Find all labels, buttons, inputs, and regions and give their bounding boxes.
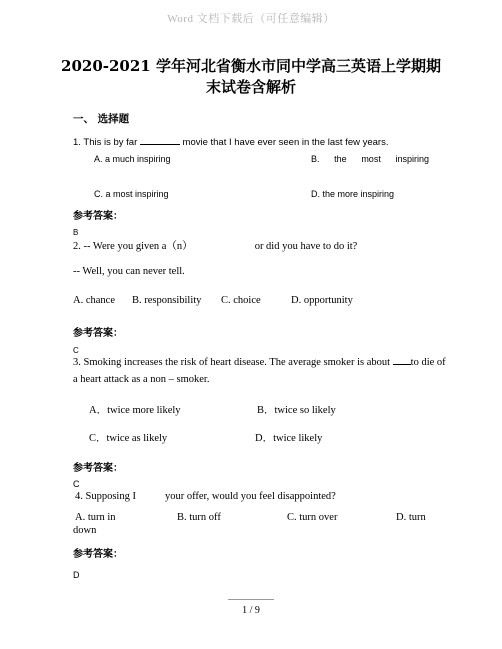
q3-option-b: B．twice so likely: [257, 405, 336, 416]
q2-answer: C: [73, 346, 79, 355]
document-title-line1: 2020-2021 学年河北省衡水市同中学高三英语上学期期: [61, 57, 441, 75]
q4-answer-label: 参考答案：: [73, 549, 123, 560]
question-3-line2: a heart attack as a non – smoker.: [73, 374, 210, 385]
document-title-line2: 末试卷含解析: [205, 78, 296, 96]
question-4-suffix: your offer, would you feel disappointed?: [164, 491, 336, 502]
question-1-prefix: 1. This is by far: [73, 137, 140, 148]
question-3-text: [73, 355, 446, 368]
q1-option-d: D. the more inspiring: [311, 189, 395, 199]
q1-option-b-word3: most: [361, 154, 381, 164]
header-watermark: Word 文档下载后（可任意编辑）: [167, 13, 335, 25]
q1-option-b-word4: inspiring: [395, 154, 429, 164]
q2-option-b: B. responsibility: [132, 295, 202, 306]
page-number: 1 / 9: [242, 605, 260, 616]
question-1-suffix: movie that I have ever seen in the last few years.: [179, 137, 389, 148]
q2-answer-label: 参考答案：: [73, 328, 123, 339]
q4-answer: D: [73, 570, 80, 580]
q3-answer-label: 参考答案：: [73, 463, 123, 474]
q3-option-d: D．twice likely: [255, 433, 323, 444]
q4-option-d-continued: down: [73, 525, 97, 536]
question-3-suffix: to die of: [410, 357, 446, 368]
section-heading: 一、 选择题: [73, 113, 130, 125]
question-1-text: [73, 135, 388, 148]
q2-option-a: A. chance: [73, 295, 115, 306]
q2-option-c: C. choice: [221, 295, 261, 306]
q1-option-c: C. a most inspiring: [94, 189, 169, 199]
q2-option-d: D. opportunity: [291, 295, 353, 306]
q4-option-b: B. turn off: [177, 512, 221, 523]
q4-option-a: A. turn in: [75, 512, 116, 523]
q1-answer-label: 参考答案：: [73, 211, 123, 222]
q1-option-b: [311, 154, 429, 164]
question-3-prefix: 3. Smoking increases the risk of heart disease. The average smoker is about: [73, 357, 393, 368]
question-1-blank: [140, 135, 180, 145]
q3-option-c: C．twice as likely: [89, 433, 168, 444]
q1-answer: B: [73, 228, 79, 237]
q1-option-a: A. a much inspiring: [94, 154, 171, 164]
question-3-blank: [393, 355, 411, 365]
question-4-text: [75, 491, 336, 502]
q3-answer: C: [73, 479, 80, 489]
question-2-reply: -- Well, you can never tell.: [73, 266, 185, 277]
question-4-prefix: 4. Supposing I: [75, 491, 136, 502]
q4-option-d: D. turn: [396, 512, 426, 523]
q3-option-a: A．twice more likely: [89, 405, 181, 416]
q1-option-b-word1: B.: [311, 154, 320, 164]
question-2-suffix: or did you have to do it?: [254, 241, 358, 252]
q1-option-b-word2: the: [334, 154, 347, 164]
question-2-prefix: 2. -- Were you given a（n）: [73, 241, 193, 252]
q4-option-c: C. turn over: [287, 512, 338, 523]
footer-divider: [228, 599, 274, 600]
question-2-text: [73, 238, 357, 253]
